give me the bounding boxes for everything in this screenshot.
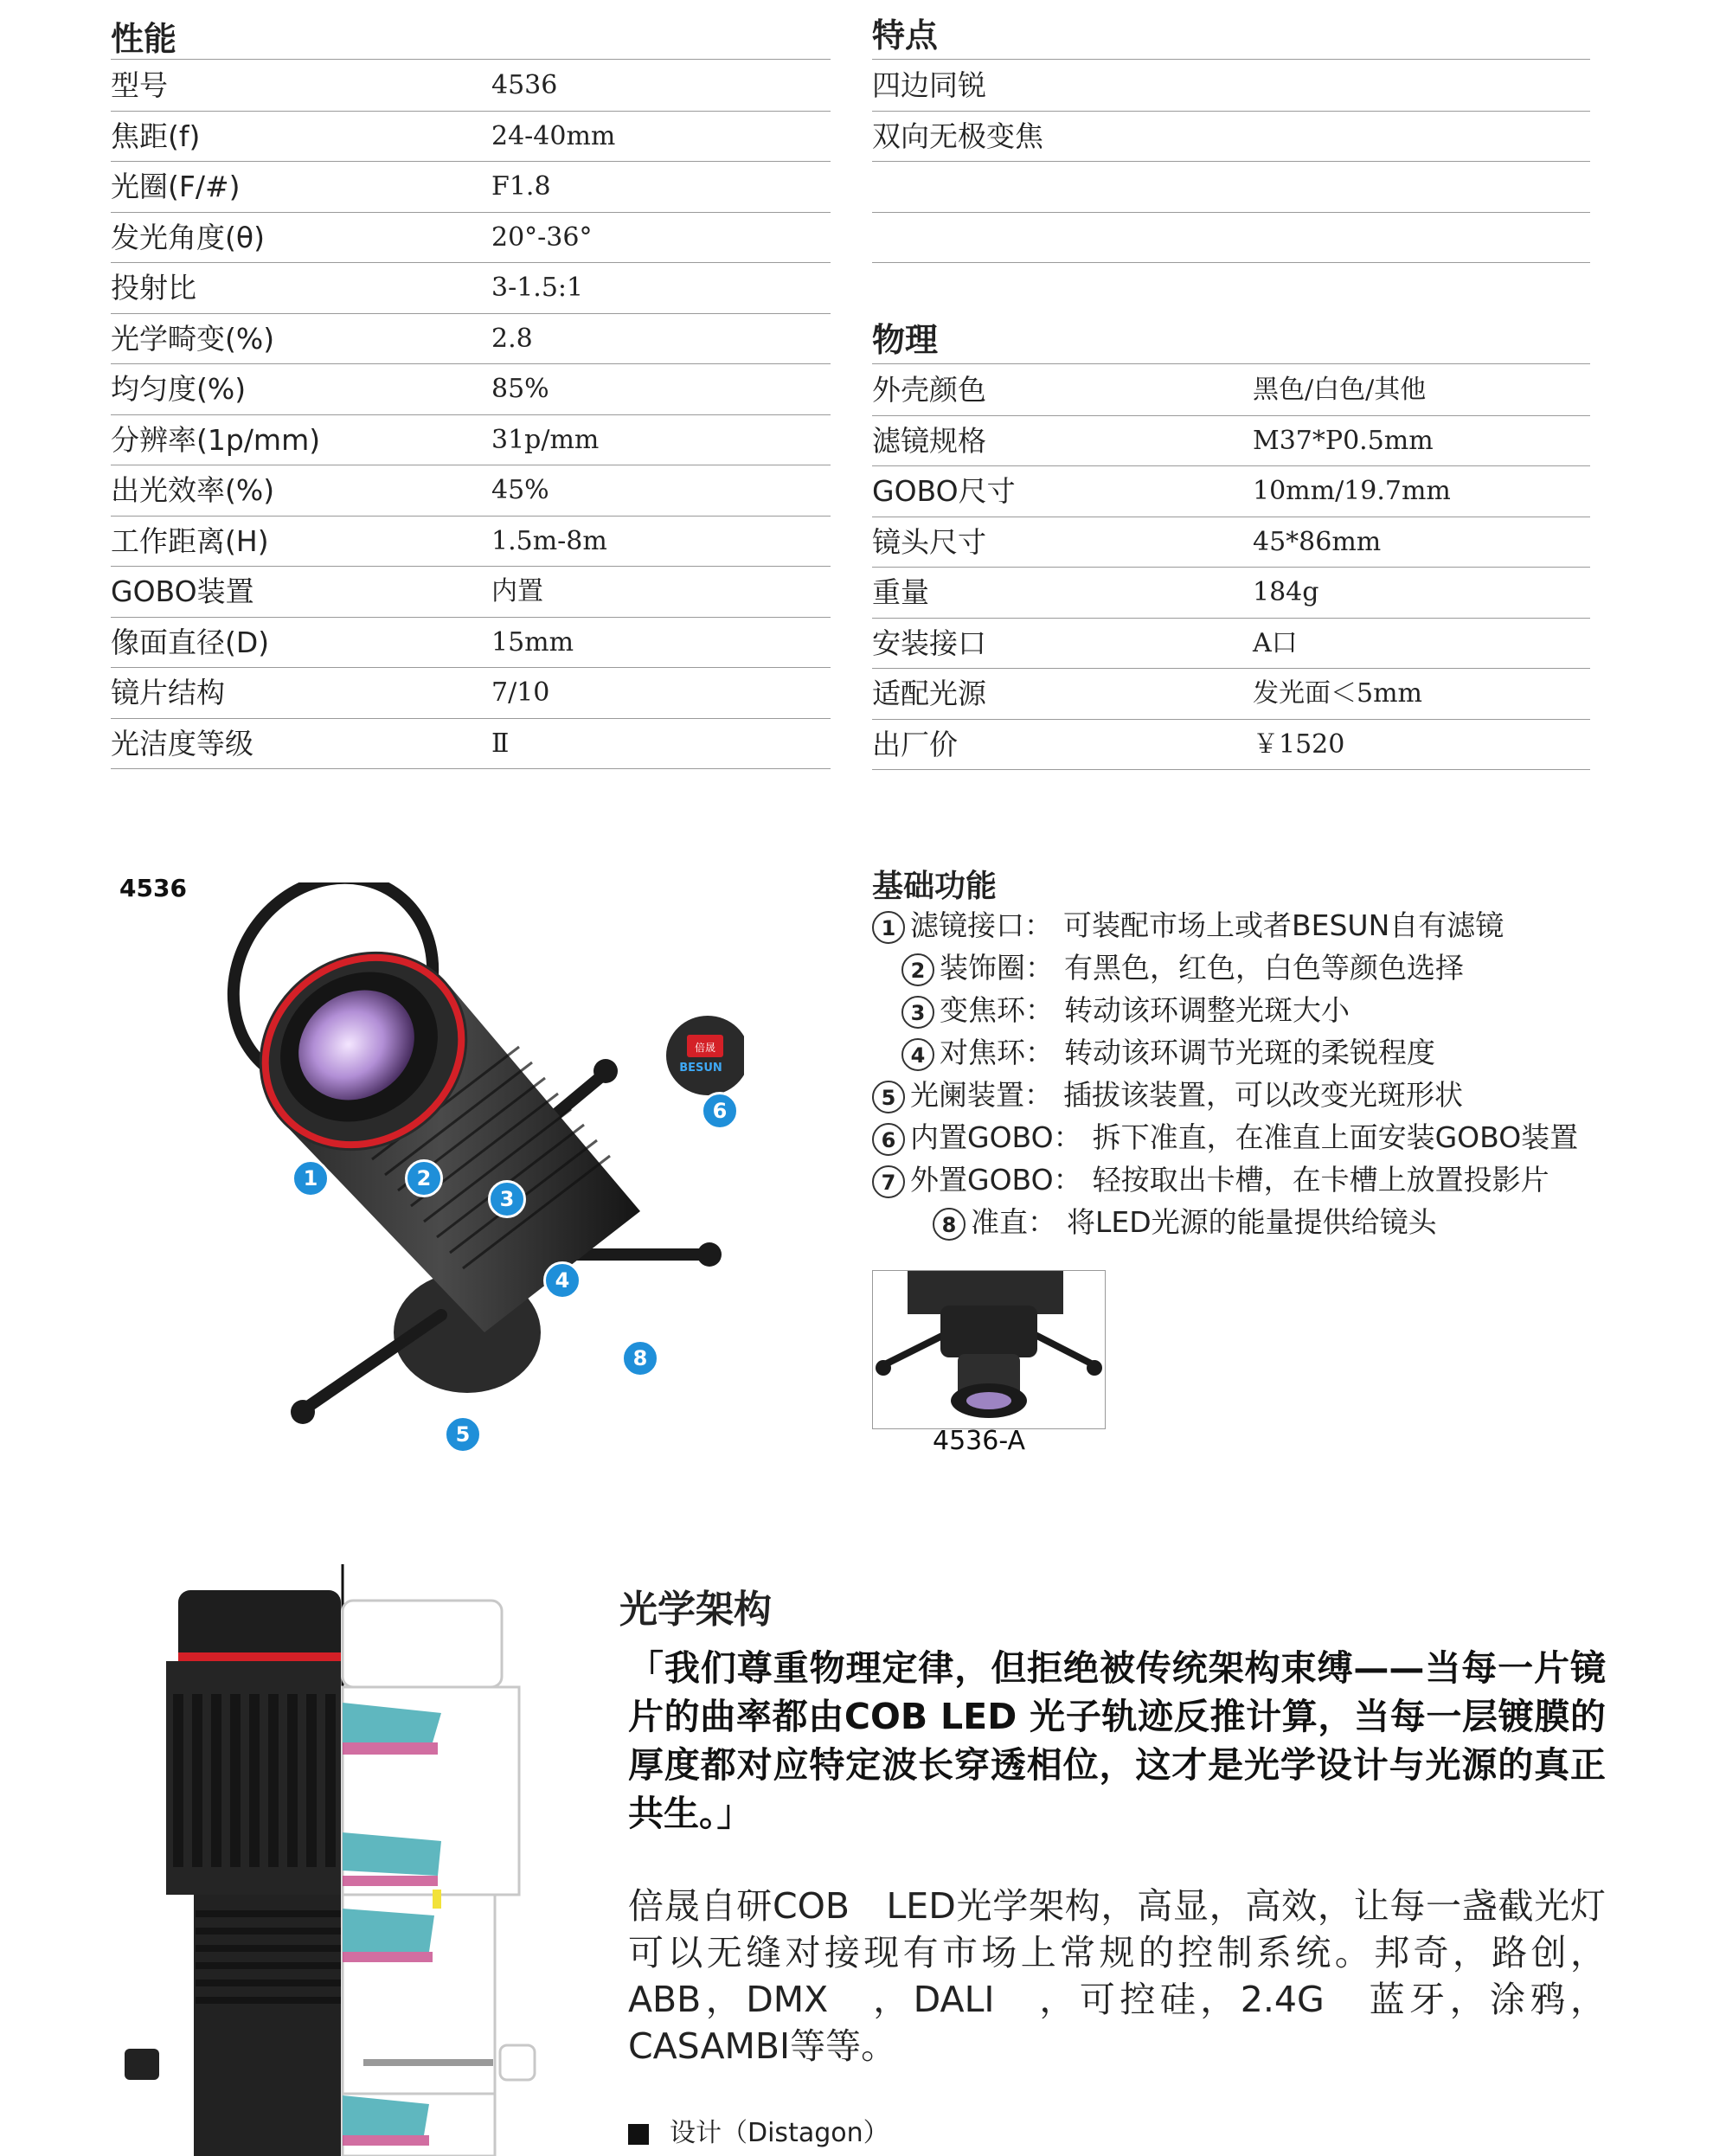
spec-row bbox=[111, 112, 831, 163]
spec-label: 出光效率(%) bbox=[111, 473, 275, 507]
spec-label: 滤镜规格 bbox=[872, 423, 986, 458]
design-label: 设计（Distagon） bbox=[670, 2118, 889, 2148]
spec-value: ￥1520 bbox=[1253, 728, 1345, 760]
performance-title: 性能 bbox=[111, 20, 177, 58]
spec-row bbox=[111, 263, 831, 314]
optical-paragraph: 倍晟自研COB LED光学架构，高显，高效，让每一盏截光灯可以无缝对接现有市场上常规的控制系统。邦奇，路创，ABB，DMX ，DALI ，可控硅，2.4G 蓝牙，涂鸦，CASAMBI等等。 bbox=[628, 1885, 1606, 2067]
spec-label: 工作距离(H) bbox=[111, 523, 269, 558]
spec-row bbox=[111, 162, 831, 213]
spec-value: 7/10 bbox=[491, 677, 550, 708]
badge-6: 6 bbox=[701, 1092, 739, 1130]
spec-label: 重量 bbox=[872, 575, 929, 609]
physical-top-divider bbox=[872, 363, 1590, 364]
spec-row bbox=[872, 61, 1590, 112]
spec-label: 镜片结构 bbox=[111, 676, 225, 709]
function-name: 光阑装置： bbox=[910, 1078, 1053, 1112]
function-desc: 插拔该装置，可以改变光斑形状 bbox=[1063, 1078, 1463, 1112]
features-table bbox=[872, 61, 1590, 268]
spec-value: 24-40mm bbox=[491, 120, 616, 151]
spec-label: 安装接口 bbox=[872, 626, 986, 660]
optical-quote: 「我们尊重物理定律，但拒绝被传统架构束缚——当每一片镜片的曲率都由COB LED 光子轨迹反推计算，当每一层镀膜的厚度都对应特定波长穿透相位，这才是光学设计与光源的真正共生。」 bbox=[628, 1647, 1606, 1834]
spec-row bbox=[872, 365, 1590, 416]
variant-glass bbox=[966, 1392, 1011, 1409]
spec-row bbox=[872, 669, 1590, 720]
variant-label: 4536-A bbox=[933, 1426, 1026, 1456]
function-item bbox=[933, 1202, 1437, 1243]
basic-functions-title: 基础功能 bbox=[872, 869, 998, 904]
spec-value: 1.5m-8m bbox=[491, 525, 607, 556]
function-desc: 转动该环调整光斑大小 bbox=[1064, 993, 1350, 1027]
spec-value: 10mm/19.7mm bbox=[1253, 476, 1451, 506]
spec-value: 4536 bbox=[491, 70, 558, 100]
spec-label: 光学畸变(%) bbox=[111, 321, 275, 356]
spec-label: 分辨率(1p/mm) bbox=[111, 422, 321, 457]
spec-value: 15mm bbox=[491, 626, 574, 658]
lens-elements bbox=[343, 1703, 493, 2146]
circled-number: 6 bbox=[872, 1123, 905, 1156]
performance-table bbox=[111, 61, 831, 770]
function-name: 外置GOBO： bbox=[910, 1163, 1082, 1197]
spec-value: 黑色/白色/其他 bbox=[1253, 375, 1427, 405]
spec-value: A口 bbox=[1253, 627, 1298, 658]
badge-2: 2 bbox=[405, 1159, 443, 1197]
function-desc: 拆下准直，在准直上面安装GOBO装置 bbox=[1092, 1120, 1579, 1154]
physical-title: 物理 bbox=[872, 321, 939, 359]
badge-8: 8 bbox=[621, 1339, 659, 1377]
spec-value: 发光面＜5mm bbox=[1253, 678, 1422, 709]
spec-row bbox=[872, 568, 1590, 619]
badge-4: 4 bbox=[543, 1261, 581, 1299]
spec-row bbox=[111, 618, 831, 669]
function-desc: 轻按取出卡槽，在卡槽上放置投影片 bbox=[1092, 1163, 1549, 1197]
circled-number: 7 bbox=[872, 1165, 905, 1198]
optical-title: 光学架构 bbox=[619, 1588, 772, 1632]
circled-number: 3 bbox=[901, 996, 934, 1029]
variant-lens-image bbox=[873, 1271, 1105, 1428]
spec-row bbox=[872, 466, 1590, 517]
circled-number: 5 bbox=[872, 1081, 905, 1113]
spec-label: 投射比 bbox=[111, 271, 196, 305]
spec-row bbox=[872, 162, 1590, 213]
function-item bbox=[872, 905, 1504, 946]
spec-label: 出厂价 bbox=[872, 727, 958, 761]
spec-value: Ⅱ bbox=[491, 728, 510, 759]
function-desc: 将LED光源的能量提供给镜头 bbox=[1067, 1205, 1437, 1239]
feature-text: 双向无极变焦 bbox=[872, 119, 1043, 153]
function-item bbox=[901, 1032, 1435, 1074]
function-desc: 可装配市场上或者BESUN自有滤镜 bbox=[1063, 908, 1504, 942]
spec-row bbox=[872, 720, 1590, 771]
function-name: 装饰圈： bbox=[940, 951, 1054, 985]
spec-value: 内置 bbox=[491, 576, 543, 606]
spec-label: 适配光源 bbox=[872, 677, 986, 710]
function-name: 对焦环： bbox=[940, 1036, 1054, 1069]
spec-label: 型号 bbox=[111, 68, 168, 102]
spec-label: 焦距(f) bbox=[111, 119, 201, 153]
spec-value: M37*P0.5mm bbox=[1253, 425, 1434, 456]
spec-row bbox=[872, 213, 1590, 264]
function-desc: 有黑色，红色，白色等颜色选择 bbox=[1064, 951, 1464, 985]
spec-value: 31p/mm bbox=[491, 424, 600, 455]
badge-5: 5 bbox=[444, 1415, 482, 1453]
spec-row bbox=[111, 364, 831, 415]
badge-1: 1 bbox=[292, 1159, 330, 1197]
spec-row bbox=[111, 314, 831, 365]
badge-3: 3 bbox=[488, 1180, 526, 1218]
spec-value: 20°-36° bbox=[491, 221, 593, 253]
spec-value: 45*86mm bbox=[1253, 526, 1382, 557]
gobo-text-bottom: BESUN bbox=[679, 1062, 722, 1075]
function-item bbox=[872, 1117, 1578, 1158]
spec-value: 45% bbox=[491, 475, 549, 505]
spec-label: 镜头尺寸 bbox=[872, 524, 986, 559]
function-name: 内置GOBO： bbox=[910, 1120, 1082, 1154]
circled-number: 8 bbox=[933, 1208, 966, 1241]
spec-label: 发光角度(θ) bbox=[111, 220, 265, 254]
spec-row bbox=[872, 112, 1590, 163]
function-desc: 转动该环调节光斑的柔锐程度 bbox=[1064, 1036, 1435, 1069]
spec-row bbox=[111, 719, 831, 770]
spec-row bbox=[111, 213, 831, 264]
circled-number: 2 bbox=[901, 953, 934, 986]
spec-label: 外壳颜色 bbox=[872, 373, 986, 407]
function-name: 变焦环： bbox=[940, 993, 1054, 1027]
spec-row bbox=[111, 517, 831, 568]
function-item bbox=[872, 1159, 1549, 1201]
spec-row bbox=[111, 567, 831, 618]
function-item bbox=[901, 947, 1464, 989]
spec-row bbox=[111, 415, 831, 466]
features-title: 特点 bbox=[872, 16, 939, 55]
spec-row bbox=[111, 465, 831, 517]
physical-table bbox=[872, 365, 1590, 772]
function-name: 滤镜接口： bbox=[910, 908, 1053, 942]
performance-top-divider bbox=[111, 59, 831, 60]
function-item bbox=[872, 1075, 1463, 1116]
spec-label: 光圈(F/#) bbox=[111, 170, 241, 203]
spec-row bbox=[111, 61, 831, 112]
features-top-divider bbox=[872, 59, 1590, 60]
circled-number: 1 bbox=[872, 911, 905, 944]
spec-row bbox=[872, 517, 1590, 568]
variant-thumbnail bbox=[872, 1270, 1106, 1429]
spec-label: 均匀度(%) bbox=[111, 372, 247, 406]
feature-text: 四边同锐 bbox=[872, 68, 986, 102]
function-item bbox=[901, 990, 1350, 1031]
spec-label: GOBO尺寸 bbox=[872, 474, 1016, 508]
spec-value: 184g bbox=[1253, 577, 1319, 607]
circled-number: 4 bbox=[901, 1038, 934, 1071]
spec-value: F1.8 bbox=[491, 171, 551, 202]
spec-label: GOBO装置 bbox=[111, 574, 254, 608]
square-bullet-icon bbox=[628, 2124, 649, 2145]
spec-label: 光洁度等级 bbox=[111, 726, 253, 760]
lens-cross-section-illustration bbox=[121, 1564, 571, 2156]
spec-label: 像面直径(D) bbox=[111, 625, 270, 659]
function-name: 准直： bbox=[971, 1205, 1056, 1239]
spec-row bbox=[872, 619, 1590, 670]
design-label-row bbox=[628, 2111, 889, 2149]
spec-row bbox=[111, 668, 831, 719]
model-label: 4536 bbox=[119, 874, 187, 902]
gobo-text-top: 倍晟 bbox=[694, 1042, 716, 1054]
spec-value: 3-1.5:1 bbox=[491, 273, 584, 303]
spec-value: 2.8 bbox=[491, 323, 533, 354]
spec-value: 85% bbox=[491, 374, 549, 404]
spec-row bbox=[872, 416, 1590, 467]
